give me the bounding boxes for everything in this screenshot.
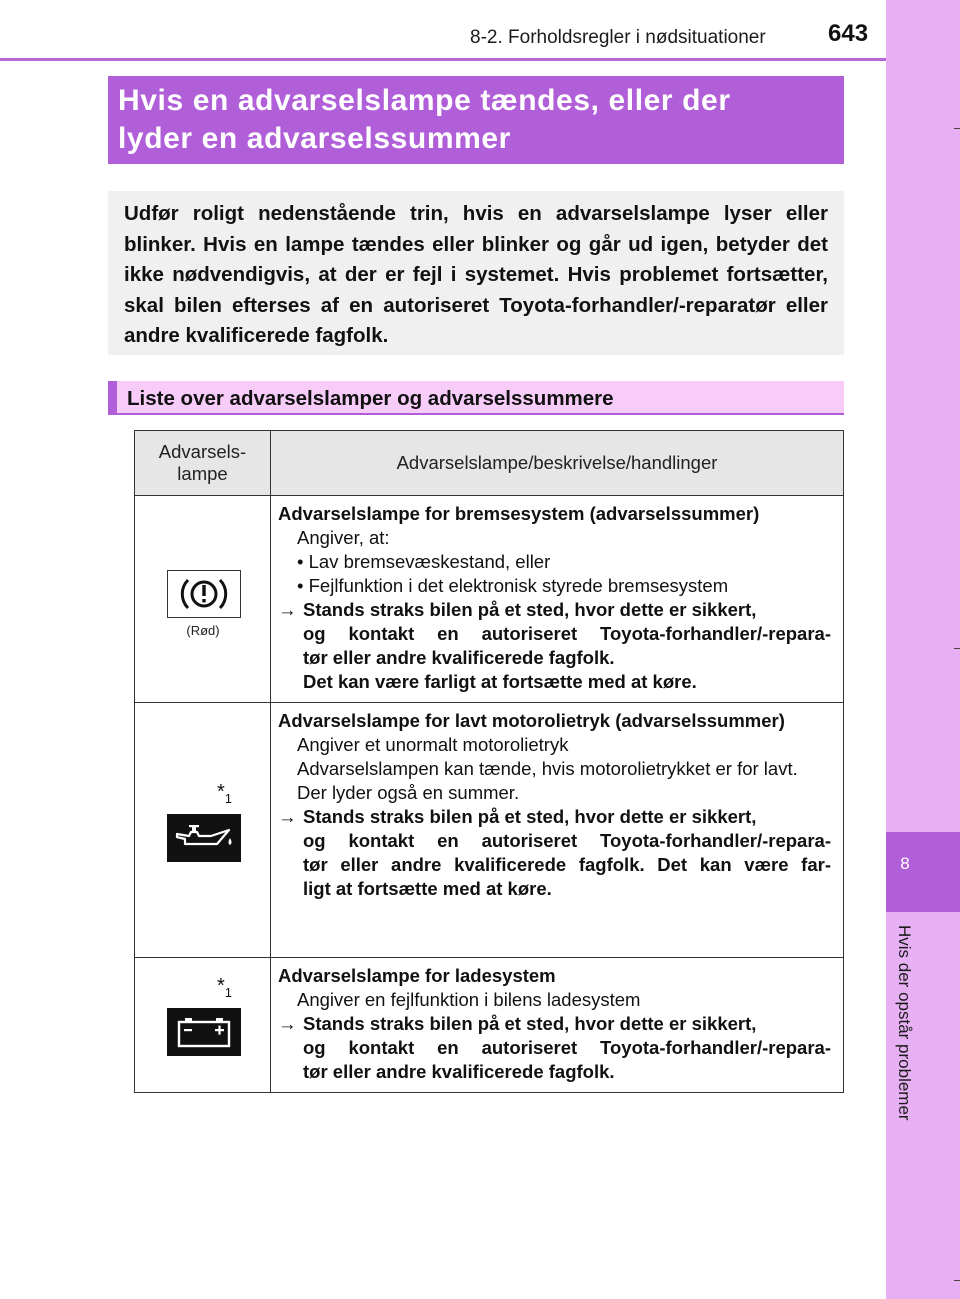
crop-mark xyxy=(954,1280,960,1281)
lamp-description: Angiver et unormalt motorolietryk xyxy=(297,734,569,755)
table-row xyxy=(135,958,844,1093)
list-item: • Lav bremsevæskestand, eller xyxy=(297,551,551,572)
page-number: 643 xyxy=(828,20,869,47)
lamp-description: Advarselslampen kan tænde, hvis motorolietrykket er for lavt. xyxy=(297,758,798,779)
chapter-number: 8 xyxy=(900,854,910,873)
list-item: • Fejlfunktion i det elektronisk styrede bremsesystem xyxy=(297,575,729,596)
lamp-action xyxy=(278,1012,831,1036)
footnote-marker xyxy=(217,781,232,806)
page-title-line1: Hvis en advarselslampe tændes, eller der xyxy=(118,84,731,117)
battery-charge-icon xyxy=(167,1008,241,1056)
table-row xyxy=(135,703,844,958)
arrow-icon: → xyxy=(278,599,297,620)
action-line: Stands straks bilen på et sted, hvor dette er sikkert, xyxy=(303,1013,757,1034)
action-line: ligt at fortsætte med at køre. xyxy=(303,878,552,899)
column-header-description: Advarselslampe/beskrivelse/handlinger xyxy=(271,431,844,496)
lamp-indicates: Angiver, at: xyxy=(297,527,390,548)
table-header-row xyxy=(135,431,844,496)
column-header-lamp xyxy=(135,431,271,496)
brake-warning-icon xyxy=(167,570,241,618)
action-line: tør eller andre kvalificerede fagfolk. xyxy=(303,1061,615,1082)
chapter-title: Hvis der opstår problemer xyxy=(895,925,914,1121)
description-cell xyxy=(271,496,844,703)
oil-pressure-icon xyxy=(167,814,241,862)
intro-text: Udfør roligt nedenstående trin, hvis en advarselslampe lyser eller blinker. Hvis en lampe tændes eller blinker og går ud igen, betyder det ikke nødvendigvis, at der er fejl i systemet. Hvis problemet fortsætter, skal bilen efterses af en autoriseret Toyota-forhandler/-reparatør eller andre kvalificerede fagfolk. xyxy=(124,202,828,347)
lamp-action xyxy=(278,805,831,829)
crop-mark xyxy=(954,648,960,649)
star: * xyxy=(217,781,225,803)
icon-cell xyxy=(135,496,271,703)
lamp-action xyxy=(278,598,831,622)
page-title-box xyxy=(108,76,844,164)
column-header-lamp-line1: Advarsels- xyxy=(158,441,247,462)
description-cell xyxy=(271,958,844,1093)
lamp-title: Advarselslampe for bremsesystem (advarselssummer) xyxy=(278,503,760,524)
intro-box xyxy=(108,191,844,355)
icon-cell xyxy=(135,958,271,1093)
page-title xyxy=(118,82,834,158)
lamp-description: Angiver en fejlfunktion i bilens ladesystem xyxy=(297,989,641,1010)
arrow-icon: → xyxy=(278,806,297,827)
star: * xyxy=(217,975,225,997)
description-cell xyxy=(271,703,844,958)
star-sub: 1 xyxy=(224,791,233,806)
table-row xyxy=(135,496,844,703)
action-line: Stands straks bilen på et sted, hvor dette er sikkert, xyxy=(303,599,757,620)
action-line: tør eller andre kvalificerede fagfolk. Det kan være far- xyxy=(303,854,831,875)
page-title-line2: lyder en advarselssummer xyxy=(118,122,511,155)
footnote-marker xyxy=(217,975,232,1000)
action-line: Stands straks bilen på et sted, hvor dette er sikkert, xyxy=(303,806,757,827)
icon-cell xyxy=(135,703,271,958)
warning-lamp-table xyxy=(134,430,844,1093)
lamp-title: Advarselslampe for lavt motorolietryk (advarselssummer) xyxy=(278,710,785,731)
action-line: og kontakt en autoriseret Toyota-forhandler/-repara- xyxy=(303,1037,831,1058)
icon-caption: (Rød) xyxy=(186,623,220,638)
lamp-title: Advarselslampe for ladesystem xyxy=(278,965,556,986)
lamp-description: Der lyder også en summer. xyxy=(297,782,520,803)
crop-mark xyxy=(954,128,960,129)
arrow-icon: → xyxy=(278,1013,297,1034)
action-line: og kontakt en autoriseret Toyota-forhandler/-repara- xyxy=(303,830,831,851)
action-line: og kontakt en autoriseret Toyota-forhandler/-repara- xyxy=(303,623,831,644)
action-line: Det kan være farligt at fortsætte med at køre. xyxy=(303,671,697,692)
action-line: tør eller andre kvalificerede fagfolk. xyxy=(303,647,615,668)
column-header-lamp-line2: lampe xyxy=(177,463,228,484)
star-sub: 1 xyxy=(224,985,233,1000)
header-divider xyxy=(0,58,886,61)
section-reference: 8-2. Forholdsregler i nødsituationer xyxy=(470,27,766,48)
list-heading: Liste over advarselslamper og advarselssummere xyxy=(108,381,844,415)
